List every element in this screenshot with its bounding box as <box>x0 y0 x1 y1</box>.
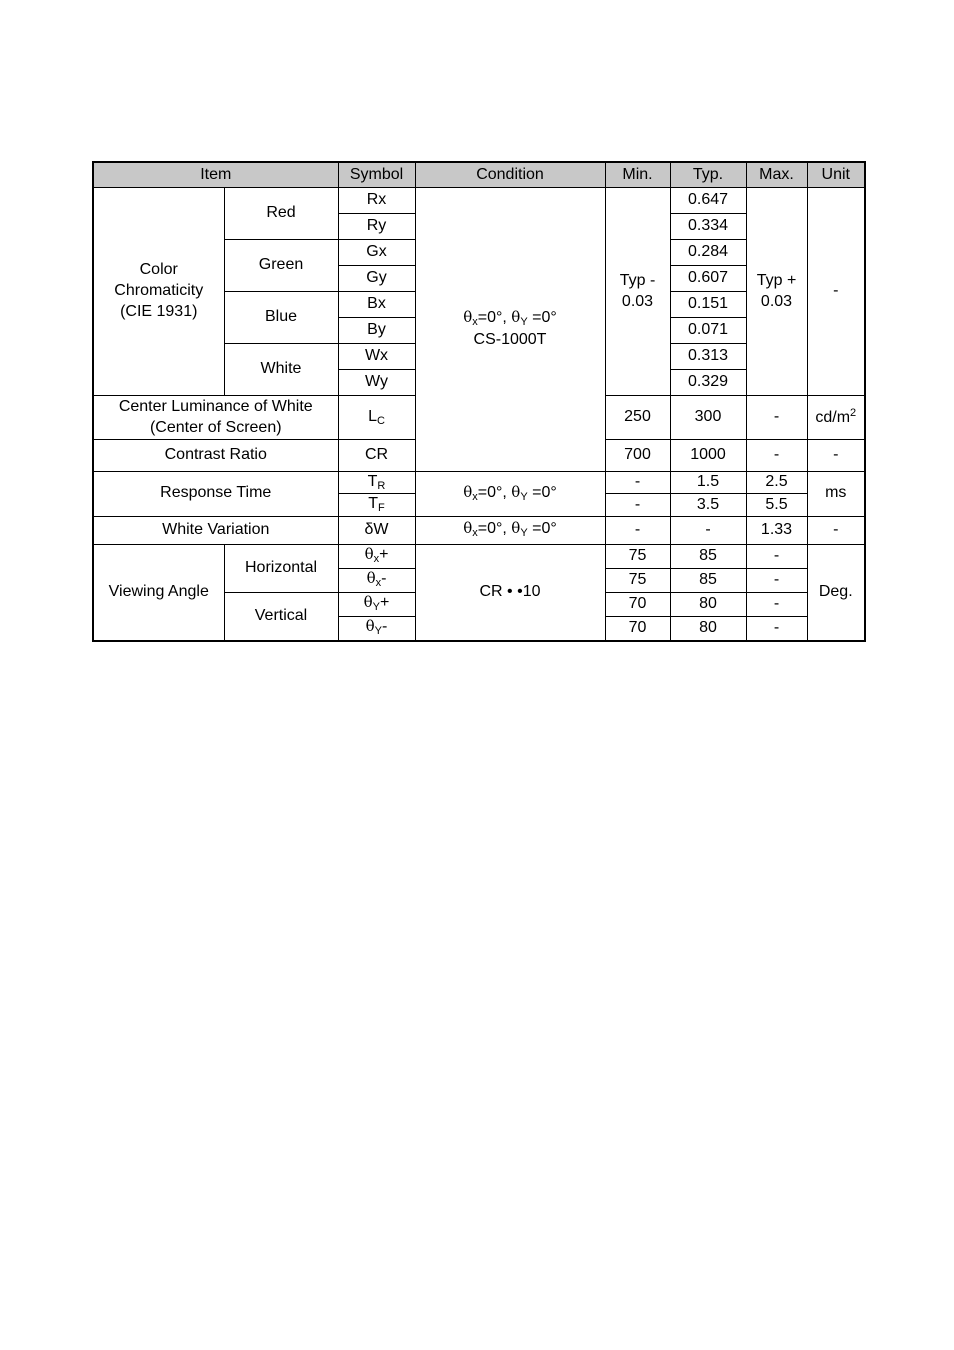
luminance-unit: $cd/m^2$ <box>807 396 865 440</box>
contrast-item: Contrast Ratio <box>93 440 338 472</box>
white-variation-max: 1.33 <box>746 516 807 544</box>
luminance-item: Center Luminance of White (Center of Screen) <box>93 396 338 440</box>
contrast-min: 700 <box>605 440 670 472</box>
viewing-r3-typ: 80 <box>670 592 746 616</box>
green-label: Green <box>224 240 338 292</box>
symbol-wx: Wx <box>338 344 415 370</box>
symbol-wy: Wy <box>338 370 415 396</box>
response-item: Response Time <box>93 472 338 517</box>
optical-spec-table <box>92 161 866 642</box>
header-max: Max. <box>746 162 807 188</box>
viewing-r4-min: 70 <box>605 616 670 641</box>
table-row <box>93 472 865 494</box>
viewing-r2-max: - <box>746 568 807 592</box>
symbol-rx: Rx <box>338 188 415 214</box>
rx-typ: 0.647 <box>670 188 746 214</box>
by-typ: 0.071 <box>670 318 746 344</box>
viewing-r1-typ: 85 <box>670 544 746 568</box>
contrast-max: - <box>746 440 807 472</box>
chromaticity-item-cell <box>93 188 224 396</box>
luminance-symbol: $L_C$ <box>338 396 415 440</box>
viewing-condition: CR • •10 <box>415 544 605 641</box>
response-tf-symbol: $T_F$ <box>338 494 415 516</box>
white-variation-min: - <box>605 516 670 544</box>
header-row <box>93 162 865 188</box>
header-item: Item <box>93 162 338 188</box>
header-min: Min. <box>605 162 670 188</box>
viewing-angle-item: Viewing Angle <box>93 544 224 641</box>
symbol-bx: Bx <box>338 292 415 318</box>
gx-typ: 0.284 <box>670 240 746 266</box>
viewing-symbol-4: $\theta_Y-$ <box>338 616 415 641</box>
viewing-symbol-1: $\theta_x+$ <box>338 544 415 568</box>
chromaticity-label-line1: Color <box>139 261 178 279</box>
condition-line2: CS-1000T <box>473 330 547 348</box>
viewing-r2-typ: 85 <box>670 568 746 592</box>
response-unit: ms <box>807 472 865 517</box>
viewing-r4-typ: 80 <box>670 616 746 641</box>
wx-typ: 0.313 <box>670 344 746 370</box>
viewing-r2-min: 75 <box>605 568 670 592</box>
chromaticity-min: Typ - 0.03 <box>605 188 670 396</box>
contrast-symbol: CR <box>338 440 415 472</box>
header-typ: Typ. <box>670 162 746 188</box>
contrast-unit: - <box>807 440 865 472</box>
response-tr-min: - <box>605 472 670 494</box>
table-row <box>93 544 865 568</box>
viewing-r4-max: - <box>746 616 807 641</box>
white-variation-unit: - <box>807 516 865 544</box>
response-condition: $\theta_x=0^\circ$, $\theta_Y =0^\circ$ <box>415 472 605 517</box>
symbol-by: By <box>338 318 415 344</box>
response-tr-symbol: $T_R$ <box>338 472 415 494</box>
wy-typ: 0.329 <box>670 370 746 396</box>
white-variation-condition: $\theta_x=0^\circ$, $\theta_Y =0^\circ$ <box>415 516 605 544</box>
response-tr-typ: 1.5 <box>670 472 746 494</box>
symbol-gy: Gy <box>338 266 415 292</box>
vertical-label: Vertical <box>224 592 338 641</box>
response-tr-max: 2.5 <box>746 472 807 494</box>
response-tf-min: - <box>605 494 670 516</box>
viewing-r1-min: 75 <box>605 544 670 568</box>
blue-label: Blue <box>224 292 338 344</box>
table-row <box>93 516 865 544</box>
luminance-typ: 300 <box>670 396 746 440</box>
header-unit: Unit <box>807 162 865 188</box>
viewing-r3-min: 70 <box>605 592 670 616</box>
contrast-typ: 1000 <box>670 440 746 472</box>
condition-line1: $\theta_x=0^\circ$, $\theta_Y =0^\circ$ <box>463 308 557 329</box>
bx-typ: 0.151 <box>670 292 746 318</box>
viewing-unit: Deg. <box>807 544 865 641</box>
ry-typ: 0.334 <box>670 214 746 240</box>
gy-typ: 0.607 <box>670 266 746 292</box>
white-label: White <box>224 344 338 396</box>
chromaticity-unit: - <box>807 188 865 396</box>
symbol-gx: Gx <box>338 240 415 266</box>
chromaticity-max: Typ + 0.03 <box>746 188 807 396</box>
red-label: Red <box>224 188 338 240</box>
symbol-ry: Ry <box>338 214 415 240</box>
response-tf-max: 5.5 <box>746 494 807 516</box>
luminance-min: 250 <box>605 396 670 440</box>
white-variation-typ: - <box>670 516 746 544</box>
white-variation-symbol: δW <box>338 516 415 544</box>
horizontal-label: Horizontal <box>224 544 338 592</box>
chromaticity-label-line2: Chromaticity <box>114 282 204 300</box>
response-tf-typ: 3.5 <box>670 494 746 516</box>
viewing-r3-max: - <box>746 592 807 616</box>
chromaticity-condition-cell <box>415 188 605 472</box>
viewing-r1-max: - <box>746 544 807 568</box>
table-row <box>93 188 865 214</box>
luminance-max: - <box>746 396 807 440</box>
viewing-symbol-3: $\theta_Y+$ <box>338 592 415 616</box>
white-variation-item: White Variation <box>93 516 338 544</box>
header-condition: Condition <box>415 162 605 188</box>
viewing-symbol-2: $\theta_x-$ <box>338 568 415 592</box>
chromaticity-label-line3: (CIE 1931) <box>120 302 198 320</box>
header-symbol: Symbol <box>338 162 415 188</box>
